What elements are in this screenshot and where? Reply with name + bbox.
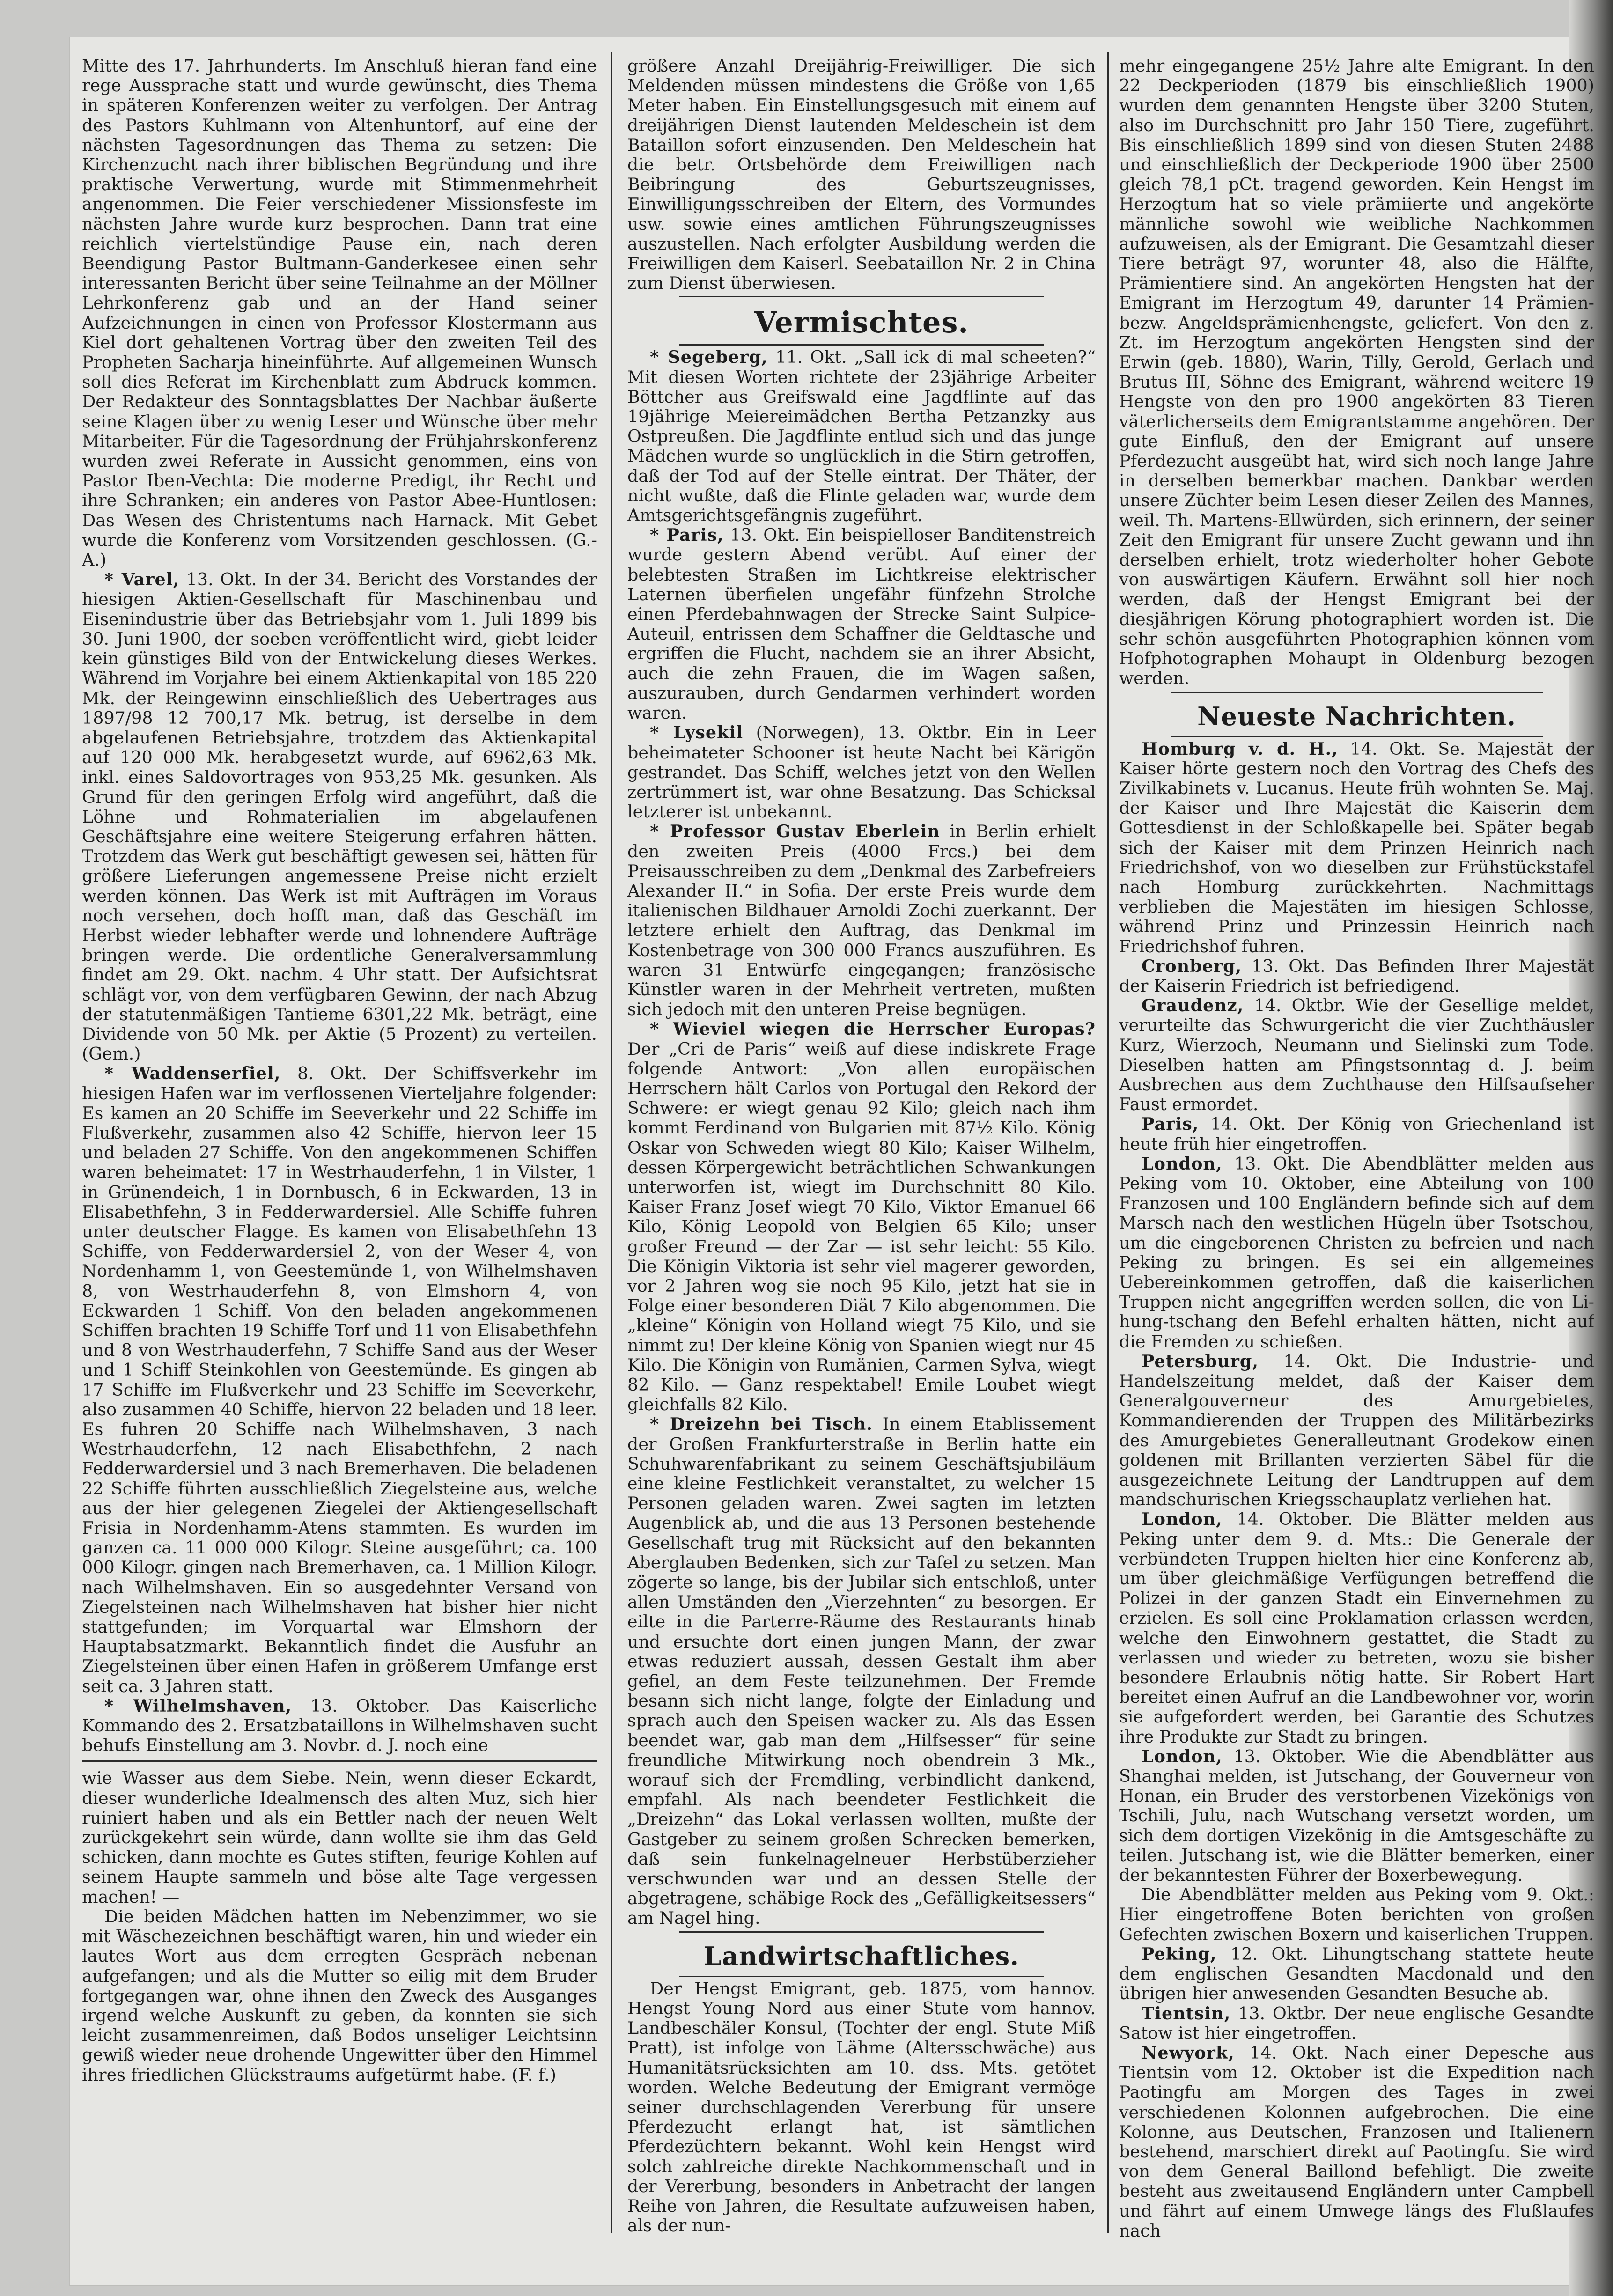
news-item [1119, 1154, 1594, 1352]
news-text: 13. Okt. Das Befinden Ihrer Majestät der Kaiserin Friedrich ist befriedigend. [1119, 956, 1594, 996]
news-item [1119, 1944, 1594, 2004]
dateline: * Wilhelmshaven, [104, 1695, 292, 1716]
news-text: in Berlin erhielt den zweiten Preis (4000 Frcs.) bei dem Preisausschreiben zu dem „Denkmal des Zarbefreiers Alexander II.“ in Sofia. Der erste Preis wurde dem italienischen Bildhauer Arnoldi Zochi zuerkannt. Der letztere erhielt den Auftrag, das Denkmal im Kostenbetrage von 300 000 Francs auszuführen. Es waren 31 Entwürfe eingegangen; französische Künstler waren in der Mehrheit vertreten, mußten sich jedoch mit den unteren Preise begnügen. [627, 821, 1096, 1020]
news-item [627, 1019, 1096, 1414]
news-item [627, 525, 1096, 723]
paragraph: mehr eingegangene 25½ Jahre alte Emigrant. In den 22 Deckperioden (1879 bis einschließlich 1900) wurden dem genannten Hengste über 3200 Stuten, also im Durchschnitt pro Jahr 150 Tiere, zugeführt. Bis einschließlich 1899 sind von diesen Stuten 2488 und einschließlich der Deckperiode 1900 über 2500 gleich 78,1 pCt. tragend geworden. Kein Hengst im Herzogtum hat so viele prämiierte und angekörte männliche sowohl wie weibliche Nachkommen aufzuweisen, als der Emigrant. Die Gesamtzahl dieser Tiere beträgt 97, worunter 48, also die Hälfte, Prämientiere sind. An angekörten Hengsten hat der Emigrant im Herzogtum 49, darunter 14 Prämien- bezw. Angeldsprämienhengste, geliefert. Von den z. Zt. im Herzogtum angekörten Hengsten sind der Erwin (geb. 1880), Warin, Tilly, Gerold, Gerlach und Brutus III, Söhne des Emigrant, während weitere 19 Hengste von den pro 1900 angekörten 83 Tieren väterlicherseits dem Emigrantstamme angehören. Der gute Einfluß, den der Emigrant auf unsere Pferdezucht ausgeübt hat, wird sich noch lange Jahre in derselben bemerkbar machen. Dankbar werden unsere Züchter beim Lesen dieser Zeilen des Mannes, weil. Th. Martens-Ellwürden, sich erinnern, der seiner Zeit den Emigrant für unsere Zucht gewann und ihn derselben erhielt, trotz wiederholter hoher Gebote von auswärtigen Käufern. Erwähnt soll hier noch werden, daß der Hengst Emigrant bei der diesjährigen Körung photographiert worden ist. Die sehr schön ausgeführten Photographien können vom Hofphotographen Mohaupt in Oldenburg bezogen werden. [1119, 56, 1594, 689]
news-text: Die Abendblätter melden aus Peking vom 9. Okt.: Hier eingetroffene Boten berichten von großen Gefechten zwischen Boxern und kaiserlichen Truppen. [1119, 1884, 1594, 1944]
news-item [627, 723, 1096, 822]
news-item [1119, 2043, 1594, 2241]
paragraph: Mitte des 17. Jahrhunderts. Im Anschluß hieran fand eine rege Aussprache statt und wurde gewünscht, dies Thema in späteren Konferenzen weiter zu verfolgen. Der Antrag des Pastors Kuhlmann von Altenhuntorf, auf eine der nächsten Tagesordnungen das Thema zu setzen: Die Kirchenzucht nach ihrer biblischen Begründung und ihre praktische Verwertung, wurde mit Stimmenmehrheit angenommen. Die Feier verschiedener Missionsfeste im nächsten Jahre wurde kurz besprochen. Dann trat eine reichlich viertelstündige Pause ein, nach deren Beendigung Pastor Bultmann-Ganderkesee einen sehr interessanten Bericht über seine Teilnahme an der Möllner Lehrkonferenz gab und an der Hand seiner Aufzeichnungen in einen von Professor Klostermann aus Kiel dort gehaltenen Vortrag über den zweiten Teil des Propheten Sacharja hineinführte. Auf allgemeinen Wunsch soll dies Referat im Kirchenblatt zum Abdruck kommen. Der Redakteur des Sonntagsblattes Der Nachbar äußerte seine Klagen über zu wenig Leser und Wünsche über mehr Mitarbeiter. Für die Tagesordnung der Frühjahrskonferenz wurden zwei Referate in Aussicht genommen, eins von Pastor Iben-Vechta: Die moderne Predigt, ihr Recht und ihre Schranken; ein anderes von Pastor Abee-Huntlosen: Das Wesen des Christentums nach Harnack. Mit Gebet wurde die Konferenz vom Vorsitzenden geschlossen. (G.-A.) [82, 56, 597, 570]
news-text: 14. Okt. Nach einer Depesche aus Tientsin vom 12. Oktober ist die Expedition nach Paotingfu am Morgen des Tages in zwei verschiedenen Kolonnen aufgebrochen. Die eine Kolonne, aus Deutschen, Franzosen und Italienern bestehend, marschiert direkt auf Paotingfu. Sie wird von dem General Baillond befehligt. Die zweite besteht aus zweitausend Engländern unter Campbell und fährt auf einem Umwege längs des Flußlaufes nach [1119, 2042, 1594, 2241]
news-item [82, 1696, 597, 1756]
dateline: Cronberg, [1142, 956, 1242, 976]
section-rule [679, 344, 1044, 346]
dateline: London, [1142, 1153, 1223, 1174]
dateline: * Wieviel wiegen die Herrscher Europas? [650, 1019, 1096, 1039]
section-heading-vermischtes: Vermischtes. [754, 305, 969, 340]
news-text: 13. Okt. Ein beispielloser Banditenstreich wurde gestern Abend verübt. Auf einer der belebtesten Straßen im Lichtkreise elektrischer Laternen überfielen ungefähr fünfzehn Strolche einen Pferdebahnwagen der Strecke Saint Sulpice-Auteuil, entrissen dem Schaffner die Geldtasche und ergriffen die Flucht, nachdem sie an ihrer Absicht, auch die zehn Frauen, die im Wagen saßen, auszurauben, durch Gendarmen verhindert worden waren. [627, 525, 1096, 723]
news-text: 13. Okt. Die Abendblätter melden aus Peking vom 10. Oktober, eine Abteilung von 100 Franzosen und 100 Engländern befinde sich auf dem Marsch nach den westlichen Hügeln über Tsotschou, um die eingeborenen Christen zu befreien und nach Peking zu bringen. Es sei ein allgemeines Uebereinkommen getroffen, daß die kaiserlichen Truppen nicht angegriffen werden sollen, die von Li-hung-tschang den Befehl erhalten hätten, nicht auf die Fremden zu schießen. [1119, 1153, 1594, 1352]
news-item [627, 822, 1096, 1019]
dateline: Newyork, [1142, 2042, 1235, 2063]
dateline: Tientsin, [1142, 2003, 1231, 2024]
paragraph: Der Hengst Emigrant, geb. 1875, vom hannov. Hengst Young Nord aus einer Stute vom hannov. Landbeschäler Konsul, (Tochter der engl. Stute Miß Pratt), ist infolge von Lähme (Altersschwäche) aus Humanitätsrücksichten am 10. dss. Mts. getötet worden. Welche Bedeutung der Emigrant vermöge seiner durchschlagenden Vererbung für unsere Pferdezucht erlangt hat, ist sämtlichen Pferdezüchtern bekannt. Wohl kein Hengst wird solch zahlreiche direkte Nachkommenschaft und in der Vererbung, besonders in Anbetracht der langen Reihe von Jahren, die Resultate aufzuweisen haben, als der nun- [627, 1978, 1096, 2236]
dateline: Homburg v. d. H., [1142, 738, 1338, 759]
dateline: London, [1142, 1509, 1223, 1530]
news-item [1119, 1352, 1594, 1510]
news-item [82, 1064, 597, 1696]
feuilleton-rule [82, 1760, 597, 1762]
news-item [1119, 1509, 1594, 1746]
news-text: (Norwegen), 13. Oktbr. Ein in Leer beheimateter Schooner ist heute Nacht bei Kärigön gestrandet. Das Schiff, welches jetzt von den Wellen zertrümmert ist, war ohne Besatzung. Das Schicksal letzterer ist unbekannt. [627, 722, 1096, 822]
dateline: London, [1142, 1746, 1223, 1766]
dateline: * Segeberg, [650, 347, 768, 368]
news-text: 14. Oktbr. Wie der Gesellige meldet, verurteilte das Schwurgericht die vier Zuchthäusler Kurz, Wierzoch, Neumann und Sielinski zum Tode. Dieselben hatten am Pfingstsonntag d. J. beim Ausbrechen aus dem Zuchthause den Hilfsaufseher Faust ermordet. [1119, 995, 1594, 1115]
news-text: 13. Oktbr. Der neue englische Gesandte Satow ist hier eingetroffen. [1119, 2003, 1594, 2043]
news-item [1119, 1885, 1594, 1944]
column-1 [82, 56, 597, 2247]
dateline: * Waddenserfiel, [104, 1063, 281, 1084]
dateline: Paris, [1142, 1114, 1199, 1134]
news-item [627, 1414, 1096, 1928]
news-text: 13. Oktober. Wie die Abendblätter aus Shanghai melden, ist Jutschang, der Gouverneur von Honan, ein Bruder des verstorbenen Vizekönigs von Tschili, Julu, nach Wutschang versetzt worden, um sich dem dortigen Vizekönig in die Amtsgeschäfte zu teilen. Jutschang ist, wie die Blätter bemerken, einer der bekanntesten Führer der Boxerbewegung. [1119, 1746, 1594, 1885]
news-item [82, 570, 597, 1064]
dateline: * Dreizehn bei Tisch. [650, 1414, 873, 1435]
dateline: * Paris, [650, 525, 724, 545]
news-item [627, 347, 1096, 525]
news-text: 14. Okt. Se. Majestät der Kaiser hörte gestern noch den Vortrag des Chefs des Zivilkabinets v. Lucanus. Heute früh wohnten Se. Maj. der Kaiser und Ihre Majestät die Kaiserin dem Gottesdienst in der Schloßkapelle bei. Später begab sich der Kaiser mit dem Prinzen Heinrich nach Friedrichshof, von wo dieselben zur Frühstückstafel nach Homburg zurückkehrten. Nachmittags verblieben die Majestäten im hiesigen Schlosse, während Prinz und Prinzessin Heinrich nach Friedrichshof fuhren. [1119, 738, 1594, 957]
news-text: Der „Cri de Paris“ weiß auf diese indiskrete Frage folgende Antwort: „Von allen europäischen Herrschern hält Carlos von Portugal den Rekord der Schwere: er wiegt genau 92 Kilo; gleich nach ihm kommt Ferdinand von Bulgarien mit 87½ Kilo. König Oskar von Schweden wiegt 80 Kilo; Kaiser Wilhelm, dessen Körpergewicht beträchtlichen Schwankungen unterworfen ist, wiegt im Durchschnitt 80 Kilo. Kaiser Franz Josef wiegt 70 Kilo, Viktor Emanuel 66 Kilo, König Leopold von Belgien 65 Kilo; unser großer Freund — der Zar — ist sehr leicht: 55 Kilo. Die Königin Viktoria ist sehr viel magerer geworden, vor 2 Jahren wog sie noch 95 Kilo, jetzt hat sie in Folge einer besonderen Diät 7 Kilo abgenommen. Die „kleine“ Königin von Holland wiegt 75 Kilo, und sie nimmt zu! Der kleine König von Spanien wiegt nur 45 Kilo. Die Königin von Rumänien, Carmen Sylva, wiegt 82 Kilo. — Ganz respektabel! Emile Loubet wiegt gleichfalls 82 Kilo. [627, 1038, 1096, 1415]
news-text: 13. Oktober. Das Kaiserliche Kommando des 2. Ersatzbataillons in Wilhelmshaven sucht behufs Einstellung am 3. Novbr. d. J. noch eine [82, 1695, 597, 1756]
news-text: 14. Okt. Die Industrie- und Handelszeitung meldet, daß der Kaiser dem Generalgouverneur des Amurgebietes, Kommandierenden der Truppen des Militärbezirks des Amurgebietes Generalleutnant Grodekow einen goldenen mit Brillanten verzierten Säbel für die ausgezeichnete Leitung der Landtruppen auf dem mandschurischen Kriegsschauplatz verliehen hat. [1119, 1351, 1594, 1510]
section-heading-landwirtschaftliches: Landwirtschaftliches. [704, 1941, 1019, 1971]
column-rule-2 [1107, 52, 1109, 2233]
news-item [1119, 1747, 1594, 1885]
news-item [1119, 996, 1594, 1114]
dateline: Graudenz, [1142, 995, 1244, 1016]
section-rule [679, 1976, 1044, 1977]
paragraph: größere Anzahl Dreijährig-Freiwilliger. Die sich Meldenden müssen mindestens die Größe von 1,65 Meter haben. Ein Einstellungsgesuch mit einem auf dreijährigen Dienst lautenden Meldeschein ist dem Bataillon sofort einzusenden. Den Meldeschein hat die betr. Ortsbehörde dem Freiwilligen nach Beibringung des Geburtszeugnisses, Einwilligungsschreiben der Eltern, des Vormundes usw. sowie eines amtlichen Führungszeugnisses auszustellen. Nach erfolgter Ausbildung werden die Freiwilligen dem Kaiserl. Seebataillon Nr. 2 in China zum Dienst überwiesen. [627, 56, 1096, 294]
news-item [1119, 739, 1594, 957]
section-rule [679, 1931, 1044, 1933]
feuilleton-paragraph: Die beiden Mädchen hatten im Nebenzimmer, wo sie mit Wäschezeichnen beschäftigt waren, hin und wieder ein lautes Wort aus dem erregten Gespräch nebenan aufgefangen; und als die Mutter so eilig mit dem Bruder fortgegangen war, ohne ihnen den Zweck des Ausganges irgend welche Auskunft zu geben, da konnten sie sich leicht zusammenreimen, daß Bodos unseliger Leichtsinn gewiß wieder neue drohende Ungewitter über den Himmel ihres friedlichen Glückstraums aufgetürmt habe. (F. f.) [82, 1906, 597, 2085]
news-text: 14. Okt. Der König von Griechenland ist heute früh hier eingetroffen. [1119, 1114, 1594, 1154]
dateline: * Lysekil [650, 722, 744, 743]
news-text: 11. Okt. „Sall ick di mal scheeten?“ Mit diesen Worten richtete der 23jährige Arbeiter Böttcher aus Greifswald eine Jagdflinte auf das 19jährige Meiereimädchen Bertha Petzanzky aus Ostpreußen. Die Jagdflinte entlud sich und das junge Mädchen wurde so unglücklich in die Stirn getroffen, daß der Tod auf der Stelle eintrat. Der Thäter, der nicht wußte, daß die Flinte geladen war, wurde dem Amtsgerichtsgefängnis zugeführt. [627, 347, 1096, 526]
section-rule [679, 296, 1044, 297]
news-item [1119, 1114, 1594, 1154]
section-rule [1171, 692, 1543, 693]
dateline: Petersburg, [1142, 1351, 1259, 1371]
news-text: 14. Oktober. Die Blätter melden aus Peking unter dem 9. d. Mts.: Die Generale der verbündeten Truppen hielten hier eine Konferenz ab, um über gleichmäßige Verfügungen betreffend die Polizei in der ganzen Stadt ein Einvernehmen zu erzielen. Es soll eine Proklamation erlassen werden, welche den Einwohnern gestattet, die Stadt zu verlassen und wieder zu betreten, wozu sie bisher besondere Erlaubnis nötig hatte. Sir Robert Hart bereitet einen Aufruf an die Landbewohner vor, worin sie aufgefordert werden, bei Garantie des Schutzes ihre Produkte zur Stadt zu bringen. [1119, 1509, 1594, 1747]
dateline: Peking, [1142, 1943, 1217, 1964]
column-3 [1119, 56, 1594, 2247]
news-text: 12. Okt. Lihungtschang stattete heute dem englischen Gesandten Macdonald und den übrigen hier anwesenden Gesandten Besuche ab. [1119, 1943, 1594, 2004]
dateline: * Professor Gustav Eberlein [650, 821, 940, 842]
news-text: 8. Okt. Der Schiffsverkehr im hiesigen Hafen war im verflossenen Vierteljahre folgender: Es kamen an 20 Schiffe im Seeverkehr und 22 Schiffe im Flußverkehr, zusammen also 42 Schiffe, hiervon leer 15 und beladen 27 Schiffe. Von den angekommenen Schiffen waren beheimatet: 17 in Westrhauderfehn, 1 in Vilster, 1 in Grünendeich, 1 in Dornbusch, 6 in Eckwarden, 13 in Elisabethfehn, 3 in Fedderwardersiel. Alle Schiffe fuhren unter deutscher Flagge. Es kamen von Elisabethfehn 13 Schiffe, von Fedderwardersiel 2, von der Weser 4, von Nordenhamm 1, von Geestemünde 1, von Wilhelmshaven 8, von Westrhauderfehn 8, von Elmshorn 4, von Eckwarden 1 Schiff. Von den beladen angekommenen Schiffen brachten 19 Schiffe Torf und 11 von Elisabethfehn und 8 von Westrhauderfehn, 7 Schiffe Sand aus der Weser und 1 Schiff Steinkohlen von Geestemünde. Es gingen ab 17 Schiffe im Flußverkehr und 23 Schiffe im Seeverkehr, also zusammen 40 Schiffe, hiervon 22 beladen und 18 leer. Es fuhren 20 Schiffe nach Wilhelmshaven, 3 nach Westrhauderfehn, 12 nach Elisabethfehn, 2 nach Fedderwardersiel und 3 nach Bremerhaven. Die beladenen 22 Schiffe führten ausschließlich Ziegelsteine aus, welche aus der hier gelegenen Ziegelei der Aktiengesellschaft Frisia in Nordenhamm-Atens stammten. Es wurden im ganzen ca. 11 000 000 Kilogr. Steine ausgeführt; ca. 100 000 Kilogr. gingen nach Bremerhaven, ca. 1 Million Kilogr. nach Wilhelmshaven. Ein so ausgedehnter Versand von Ziegelsteinen nach Wilhelmshaven hat bisher hier nicht stattgefunden; im Vorquartal war Elmshorn der Hauptabsatzmarkt. Bekanntlich findet die Ausfuhr an Ziegelsteinen über einen Hafen in größerem Umfange erst seit ca. 3 Jahren statt. [82, 1063, 597, 1696]
news-text: 13. Okt. In der 34. Bericht des Vorstandes der hiesigen Aktien-Gesellschaft für Maschinenbau und Eisenindustrie über das Betriebsjahr vom 1. Juli 1899 bis 30. Juni 1900, der soeben veröffentlicht wird, giebt leider kein günstiges Bild von der Entwickelung dieses Werkes. Während im Vorjahre bei einem Aktienkapital von 185 220 Mk. der Reingewinn einschließlich des Uebertrages aus 1897/98 12 700,17 Mk. betrug, ist derselbe in dem abgelaufenen Betriebsjahre, trotzdem das Aktienkapital auf 120 000 Mk. herabgesetzt wurde, auf 6962,63 Mk. inkl. eines Saldovortrages von 953,25 Mk. gesunken. Als Grund für den geringen Erfolg wird angeführt, daß die Löhne und Rohmaterialien im abgelaufenen Geschäftsjahre eine weitere Steigerung erfahren hätten. Trotzdem das Werk gut beschäftigt gewesen sei, hätten für größere Lieferungen angemessene Preise nicht erzielt werden können. Das Werk ist mit Aufträgen im Voraus noch versehen, doch hofft man, daß das Geschäft im Herbst wieder lebhafter werde und lohnendere Aufträge bringen werde. Die ordentliche Generalversammlung findet am 29. Okt. nachm. 4 Uhr statt. Der Aufsichtsrat schlägt vor, von dem verfügbaren Gewinn, der nach Abzug der statutenmäßigen Tantieme 6301,22 Mk. beträgt, eine Dividende von 50 Mk. per Aktie (5 Prozent) zu verteilen. (Gem.) [82, 569, 597, 1064]
news-item [1119, 957, 1594, 996]
section-heading-neueste-nachrichten: Neueste Nachrichten. [1197, 701, 1516, 731]
section-rule [1171, 736, 1543, 737]
column-rule-1 [611, 52, 612, 2233]
column-2 [627, 56, 1096, 2247]
dateline: * Varel, [104, 569, 180, 590]
feuilleton-paragraph: wie Wasser aus dem Siebe. Nein, wenn dieser Eckardt, dieser wunderliche Idealmensch des alten Muz, sich hier ruiniert haben und als ein Bettler nach der neuen Welt zurückgekehrt sein würde, dann wollte sie ihm das Geld schicken, dann mochte es Gutes stiften, feurige Kohlen auf seinem Haupte sammeln und böse alte Tage vergessen machen! — [82, 1768, 597, 1907]
news-text: In einem Etablissement der Großen Frankfurterstraße in Berlin hatte ein Schuhwarenfabrikant zu seinem Geschäftsjubiläum eine kleine Festlichkeit veranstaltet, zu welcher 15 Personen geladen waren. Zwei sagten im letzten Augenblick ab, und die aus 13 Personen bestehende Gesellschaft trug mit Rücksicht auf den bekannten Aberglauben Bedenken, sich zur Tafel zu setzen. Man zögerte so lange, bis der Jubilar sich entschloß, unter allen Umständen den „Vierzehnten“ zu besorgen. Er eilte in die Parterre-Räume des Restaurants hinab und ersuchte dort einen jungen Mann, der zwar etwas reduziert aussah, dessen Gestalt ihm aber gefiel, an dem Feste teilzunehmen. Der Fremde besann sich nicht lange, folgte der Einladung und sprach auch den Speisen wacker zu. Als das Essen beendet war, gab man dem „Hilfsesser“ für seine freundliche Mitwirkung noch obendrein 3 Mk., worauf sich der Fremdling, verbindlicht dankend, empfahl. Als nach beendeter Festlichkeit die „Dreizehn“ das Lokal verlassen wollten, mußte der Gastgeber zu seinem großen Schrecken bemerken, daß sein funkelnagelneuer Herbstüberzieher verschwunden war und an dessen Stelle der abgetragene, schäbige Rock des „Gefälligkeitsessers“ am Nagel hing. [627, 1414, 1096, 1928]
news-item [1119, 2004, 1594, 2043]
